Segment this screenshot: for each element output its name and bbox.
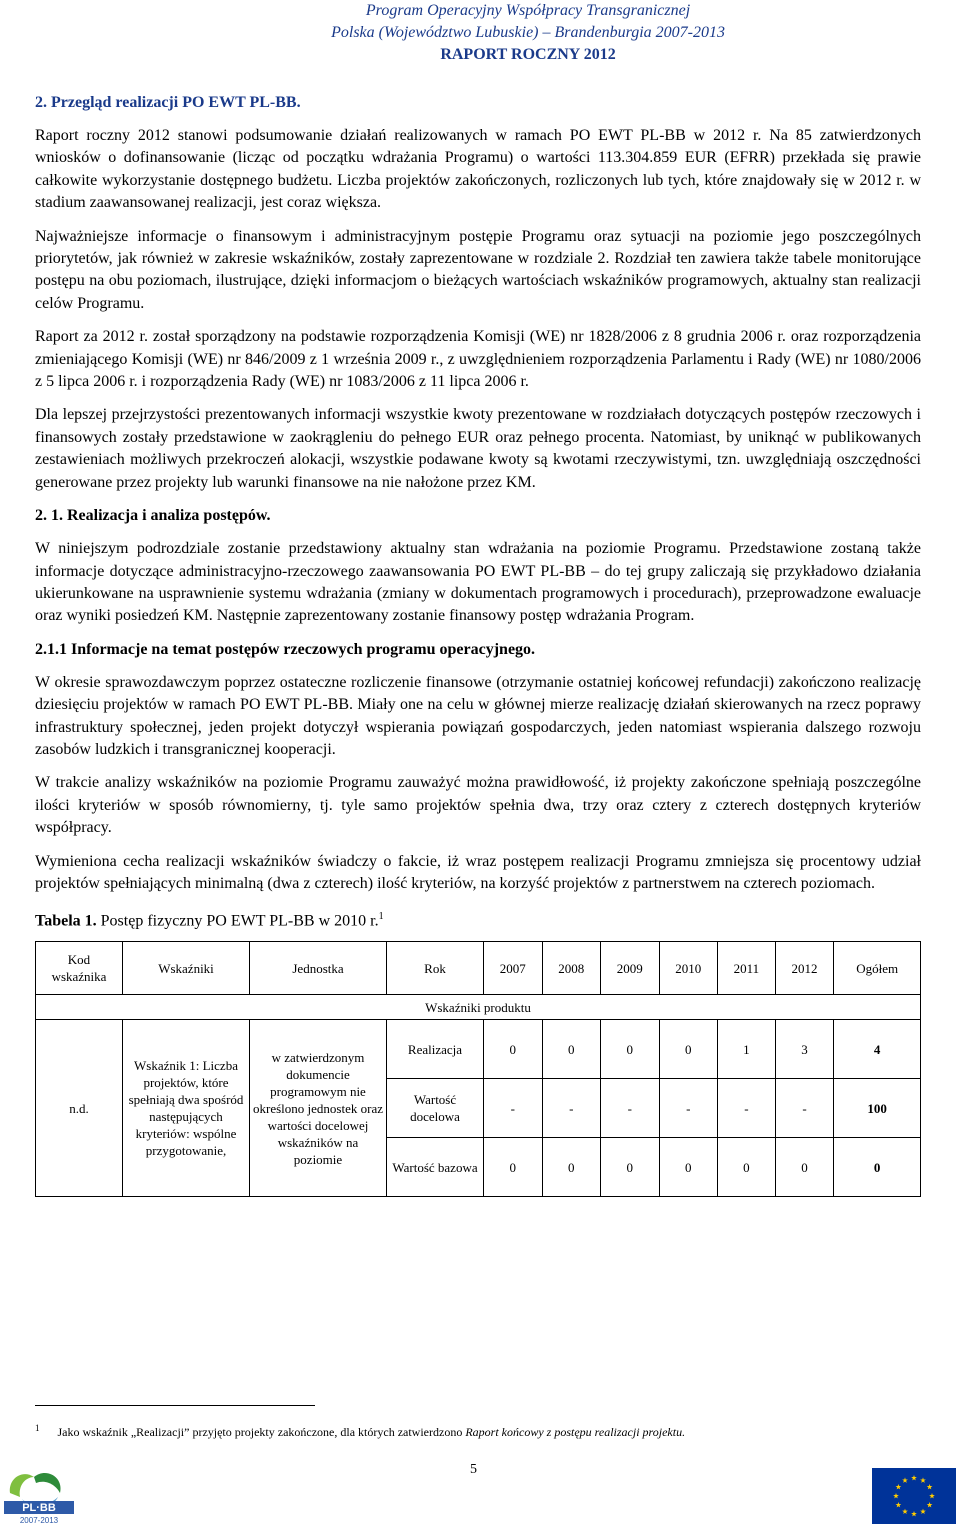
table-subheader: Wskaźniki produktu bbox=[36, 995, 921, 1020]
row-value: 0 bbox=[601, 1138, 660, 1197]
row-value: 3 bbox=[775, 1020, 834, 1079]
logo-year: 2007-2013 bbox=[19, 1516, 59, 1525]
table-header-cell: Rok bbox=[387, 942, 484, 995]
paragraph: Najważniejsze informacje o finansowym i administracyjnym postępie Programu oraz sytuacji na poziomie jego poszczególnych priorytetów, jak również w zakresie wskaźników, zostały zaprezentowane w rozdziale 2. Rozdział ten zawiera także tabele monitorujące postępu na obu poziomach, ilustrujące, dzięki informacjom o bieżących wartościach wskaźników programowych, aktualny stan realizacji celów Programu. bbox=[35, 227, 921, 312]
row-value: - bbox=[601, 1079, 660, 1138]
row-total: 4 bbox=[834, 1020, 921, 1079]
table-caption bbox=[35, 906, 921, 933]
footnote bbox=[35, 1420, 685, 1440]
table-header-row bbox=[36, 942, 921, 995]
section-2-title: 2. Przegląd realizacji PO EWT PL-BB. bbox=[35, 94, 301, 111]
table-caption-label: Tabela 1. bbox=[35, 912, 97, 930]
row-value: - bbox=[775, 1079, 834, 1138]
page-header bbox=[331, 0, 725, 66]
row-value: 0 bbox=[718, 1138, 776, 1197]
paragraph: Dla lepszej przejrzystości prezentowanych informacji wszystkie kwoty prezentowane w rozdziałach dotyczących postępów rzeczowych i finansowych zostały przedstawione w zaokrągleniu do pełnego EUR oraz pełnego procenta. Natomiast, by uniknąć w publikowanych zestawieniach możliwych przekroczeń alokacji, wszystkie podawane kwoty są kwotami rzeczywistymi, tzn. uwzględniają oszczędności generowane przez projekty lub warunki finansowe na nie nałożone przez KM. bbox=[35, 406, 921, 491]
section-2-1-title: 2. 1. Realizacja i analiza postępów. bbox=[35, 507, 271, 525]
indicator-code: n.d. bbox=[36, 1020, 123, 1197]
indicator-table bbox=[35, 941, 921, 1197]
table-subheader-row bbox=[36, 995, 921, 1020]
header-program-line: Program Operacyjny Współpracy Transgranicznej bbox=[365, 2, 691, 19]
indicator-unit: w zatwierdzonym dokumencie programowym nie określono jednostek oraz wartości docelowej wskaźników na poziomie bbox=[250, 1020, 387, 1197]
table-header-cell: 2011 bbox=[718, 942, 776, 995]
eu-flag-icon bbox=[872, 1468, 956, 1524]
row-value: - bbox=[659, 1079, 718, 1138]
row-value: 0 bbox=[659, 1138, 718, 1197]
paragraph: W trakcie analizy wskaźników na poziomie Programu zauważyć można prawidłowość, iż projekty zakończone spełniają poszczególne ilości kryteriów w sposób równomierny, tj. tyle samo projektów spełnia dwa, trzy oraz cztery z czterech dostępnych kryteriów współpracy. bbox=[35, 774, 921, 837]
table-header-cell: Wskaźniki bbox=[123, 942, 250, 995]
footnote-divider bbox=[35, 1405, 315, 1406]
table-header-cell: 2008 bbox=[542, 942, 601, 995]
page-number: 5 bbox=[470, 1462, 477, 1477]
row-value: 0 bbox=[659, 1020, 718, 1079]
footnote-text: Jako wskaźnik „Realizacji” przyjęto projekty zakończone, dla których zatwierdzono bbox=[57, 1425, 466, 1439]
table-header-cell: 2007 bbox=[484, 942, 543, 995]
row-value: 0 bbox=[484, 1138, 543, 1197]
paragraph: W niniejszym podrozdziale zostanie przedstawiony aktualny stan wdrażania na poziomie Programu. Przedstawione zostaną także informacje dotyczące administracyjno-rzeczowego zaawansowania PO EWT PL-BB – do tej grupy zaliczają się przykładowo działania ukierunkowane na usprawnienie systemu wdrażania (zmiany w dokumentach programowych i procedurach), przeprowadzone ewaluacje oraz wyniki posiedzeń KM. Następnie zaprezentowany zostanie finansowy postęp wdrażania Program. bbox=[35, 540, 921, 625]
plbb-logo-icon bbox=[4, 1463, 74, 1525]
section-2-1-1-title: 2.1.1 Informacje na temat postępów rzeczowych programu operacyjnego. bbox=[35, 640, 536, 658]
table-header-cell: Kod wskaźnika bbox=[36, 942, 123, 995]
row-value: - bbox=[484, 1079, 543, 1138]
indicator-name: Wskaźnik 1: Liczba projektów, które spełniają dwa spośród następujących kryteriów: wspólne przygotowanie, bbox=[123, 1020, 250, 1197]
paragraph: Wymieniona cecha realizacji wskaźników świadczy o fakcie, iż wraz postępem realizacji Programu zmniejsza się procentowy udział projektów spełniających minimalną (dwa z czterech) ilość kryteriów, na korzyść projektów z partnerstwem na czterech poziomach. bbox=[35, 852, 921, 892]
table-header-cell: 2012 bbox=[775, 942, 834, 995]
footnote-italic-text: Raport końcowy z postępu realizacji projektu. bbox=[465, 1425, 686, 1439]
row-label: Wartość docelowa bbox=[387, 1079, 484, 1138]
row-label: Realizacja bbox=[387, 1020, 484, 1079]
row-label: Wartość bazowa bbox=[387, 1138, 484, 1197]
row-value: 0 bbox=[484, 1020, 543, 1079]
footnote-ref[interactable]: 1 bbox=[378, 911, 384, 923]
row-value: 0 bbox=[775, 1138, 834, 1197]
paragraph: Raport roczny 2012 stanowi podsumowanie działań realizowanych w ramach PO EWT PL-BB w 2012 r. Na 85 zatwierdzonych wniosków o dofinansowanie (licząc od początku wdrażania Programu) o wartości 113.304.859 EUR (EFRR) przekłada się prawie całkowite wykorzystanie dostępnego budżetu. Liczba projektów zakończonych, rozliczonych lub tych, które znajdowały się w 2012 r. w stadium zaawansowanej realizacji, jest coraz większa. bbox=[35, 127, 921, 212]
row-value: 0 bbox=[542, 1138, 601, 1197]
row-value: 0 bbox=[542, 1020, 601, 1079]
table-header-cell: Ogółem bbox=[834, 942, 921, 995]
footnote-number: 1 bbox=[35, 1423, 40, 1433]
paragraph: W okresie sprawozdawczym poprzez ostateczne rozliczenie finansowe (otrzymanie ostatniej końcowej refundacji) zakończono realizację dziesięciu projektów w ramach PO EWT PL-BB. Miały one na celu w głównej mierze realizację działań skierowanych na rzecz poprawy infrastruktury społecznej, jeden projekt dotyczył wspierania powiązań gospodarczych, jeden natomiast wspierania dalszego rozwoju zasobów ludzkich i transgranicznej kooperacji. bbox=[35, 673, 921, 758]
header-report-title: RAPORT ROCZNY 2012 bbox=[440, 46, 616, 63]
document-body bbox=[35, 92, 921, 1197]
logo-text: PL·BB bbox=[22, 1502, 56, 1514]
paragraph: Raport za 2012 r. został sporządzony na podstawie rozporządzenia Komisji (WE) nr 1828/2006 z 8 grudnia 2006 r. oraz rozporządzenia zmieniającego Komisji (WE) nr 846/2009 z 1 września 2009 r., z uwzględnieniem rozporządzenia Parlamentu i Rady (WE) nr 1080/2006 z 5 lipca 2006 r. i rozporządzenia Rady (WE) nr 1083/2006 z 11 lipca 2006 r. bbox=[35, 328, 921, 391]
table-row bbox=[36, 1020, 921, 1079]
row-total: 100 bbox=[834, 1079, 921, 1138]
table-caption-text: Postęp fizyczny PO EWT PL-BB w 2010 r. bbox=[96, 912, 379, 930]
row-value: - bbox=[718, 1079, 776, 1138]
row-total: 0 bbox=[834, 1138, 921, 1197]
row-value: 0 bbox=[601, 1020, 660, 1079]
table-header-cell: 2009 bbox=[601, 942, 660, 995]
header-region-line: Polska (Województwo Lubuskie) – Brandenburgia 2007-2013 bbox=[331, 24, 725, 41]
row-value: - bbox=[542, 1079, 601, 1138]
row-value: 1 bbox=[718, 1020, 776, 1079]
table-header-cell: 2010 bbox=[659, 942, 718, 995]
table-header-cell: Jednostka bbox=[250, 942, 387, 995]
